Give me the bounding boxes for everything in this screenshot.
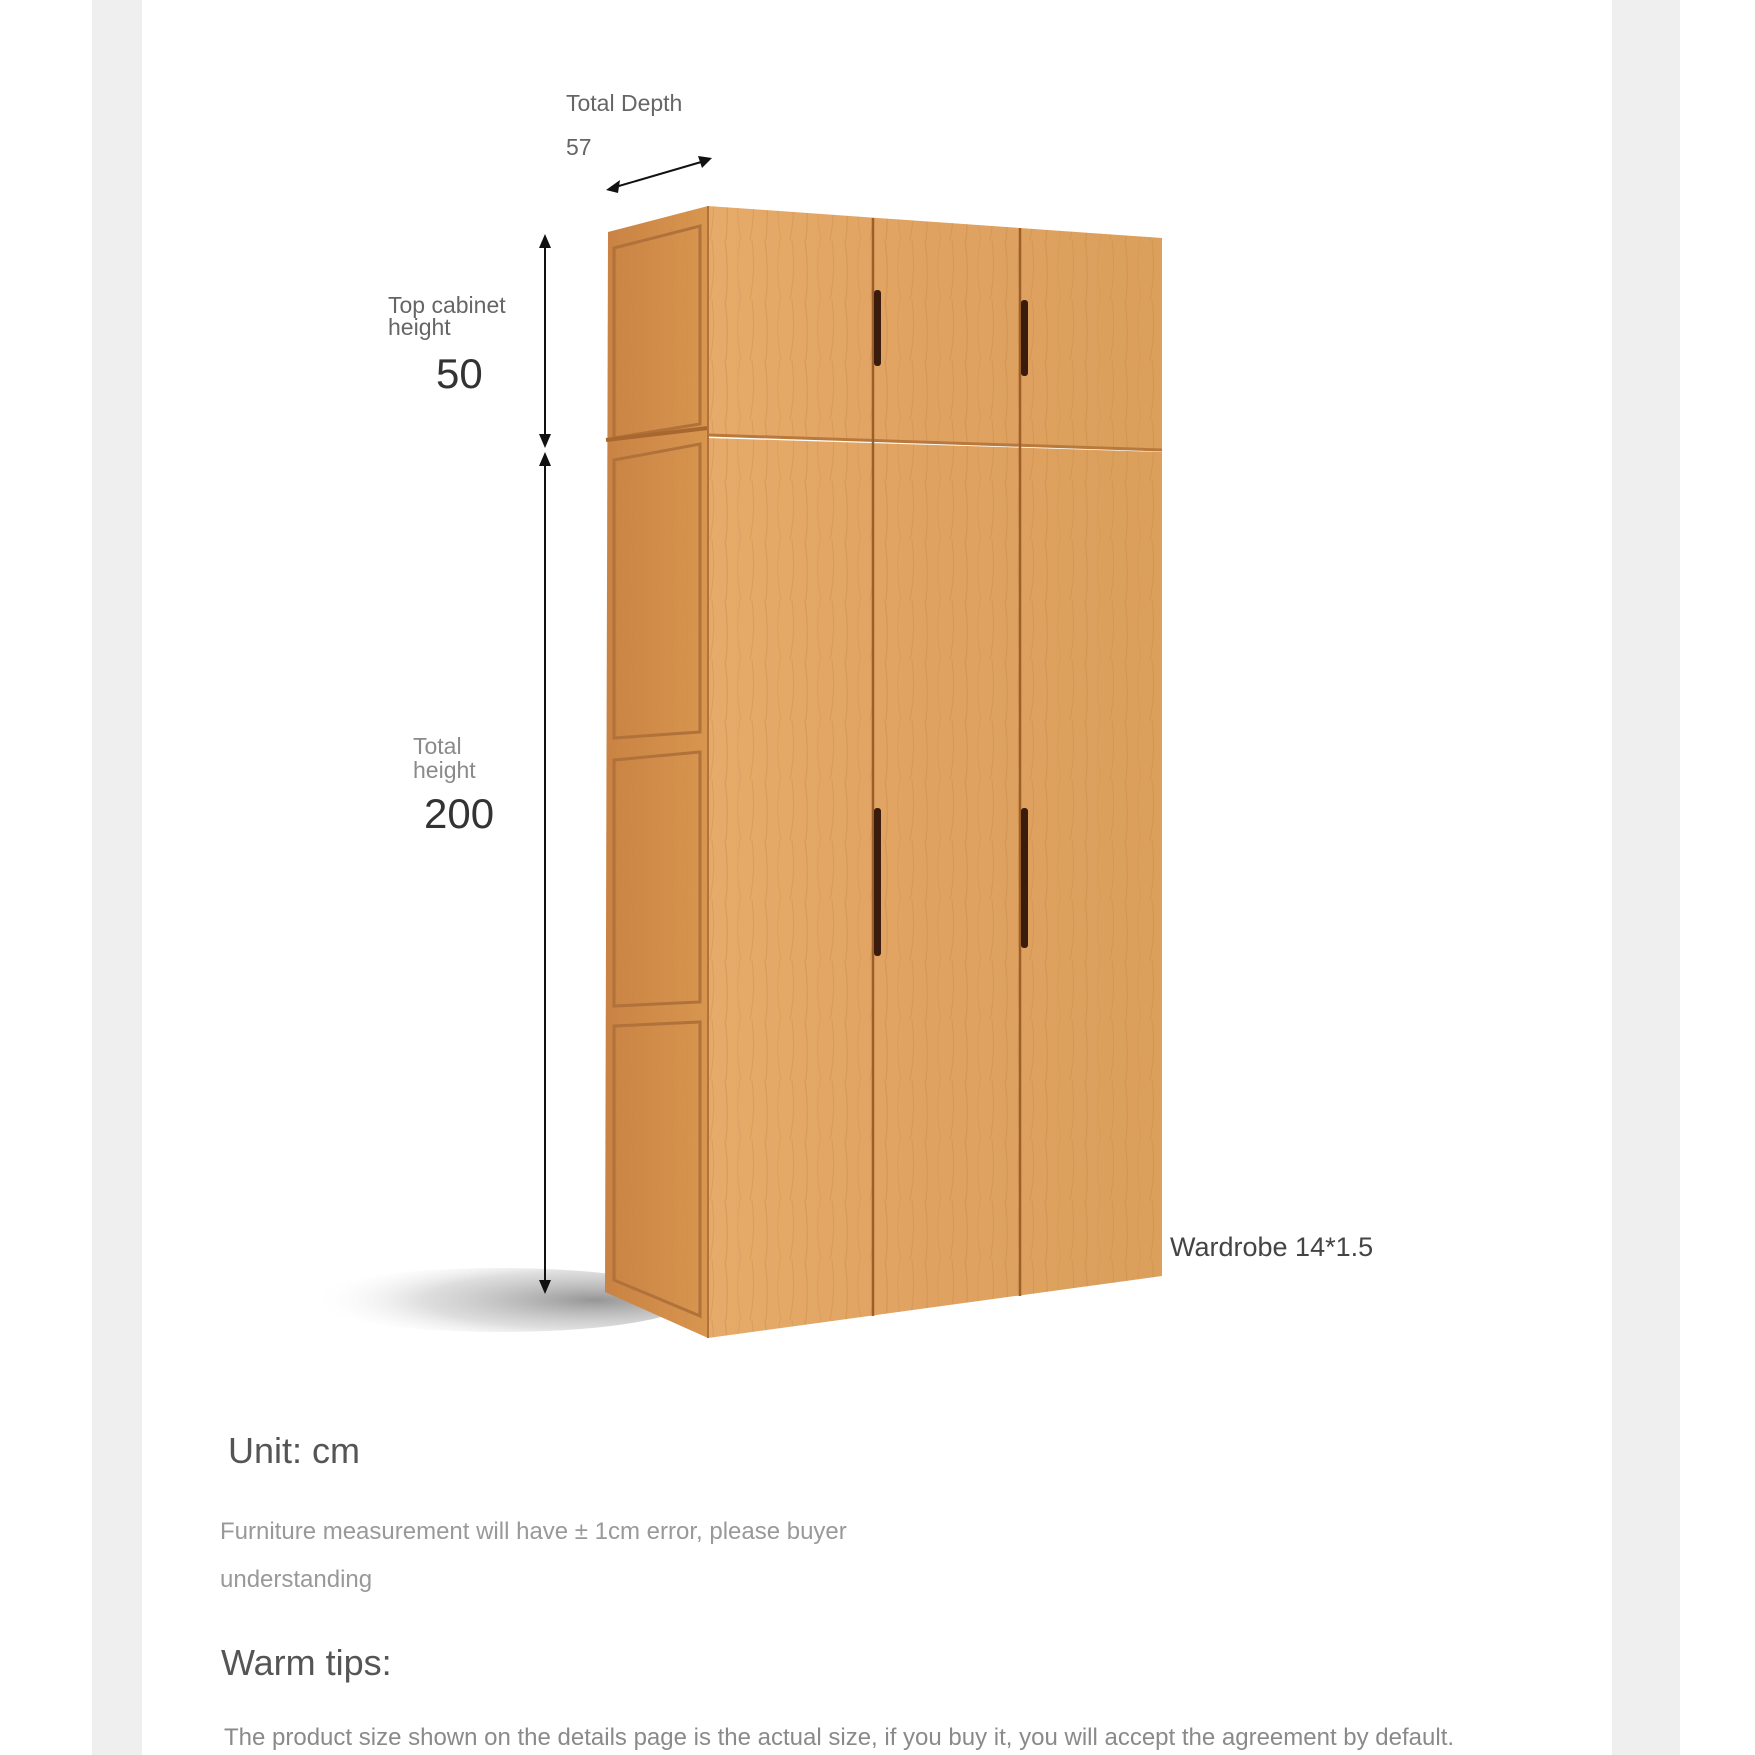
total-height-label-line2: height [413,757,476,783]
measurement-note: Furniture measurement will have ± 1cm error, please buyer understanding [220,1518,847,1593]
warm-tips-text: The product size shown on the details page is the actual size, if you buy it, you will accept the agreement by default. [224,1724,1455,1751]
wardrobe-spec-label: Wardrobe 14*1.5 [1170,1232,1374,1262]
depth-arrow [606,156,712,193]
handle-main-right [1021,808,1028,948]
top-cabinet-label-line2: height [388,314,451,340]
wardrobe-side-panel [605,206,708,1338]
total-depth-label: Total Depth [566,90,683,116]
total-height-label-line1: Total [413,733,462,759]
handle-main-left [874,808,881,956]
warm-tips-heading: Warm tips: [221,1642,392,1683]
total-height-value: 200 [424,790,495,837]
main-cabinet-front [708,438,1162,1338]
top-cabinet-front [708,206,1162,450]
handle-top-right [1021,300,1028,376]
top-cabinet-label-line1: Top cabinet [388,292,506,318]
depth-value: 57 [566,134,592,160]
total-height-arrow [539,452,551,1294]
top-cabinet-value: 50 [436,350,483,397]
unit-heading: Unit: cm [228,1430,361,1471]
handle-top-left [874,290,881,366]
top-cabinet-height-arrow [539,234,551,448]
